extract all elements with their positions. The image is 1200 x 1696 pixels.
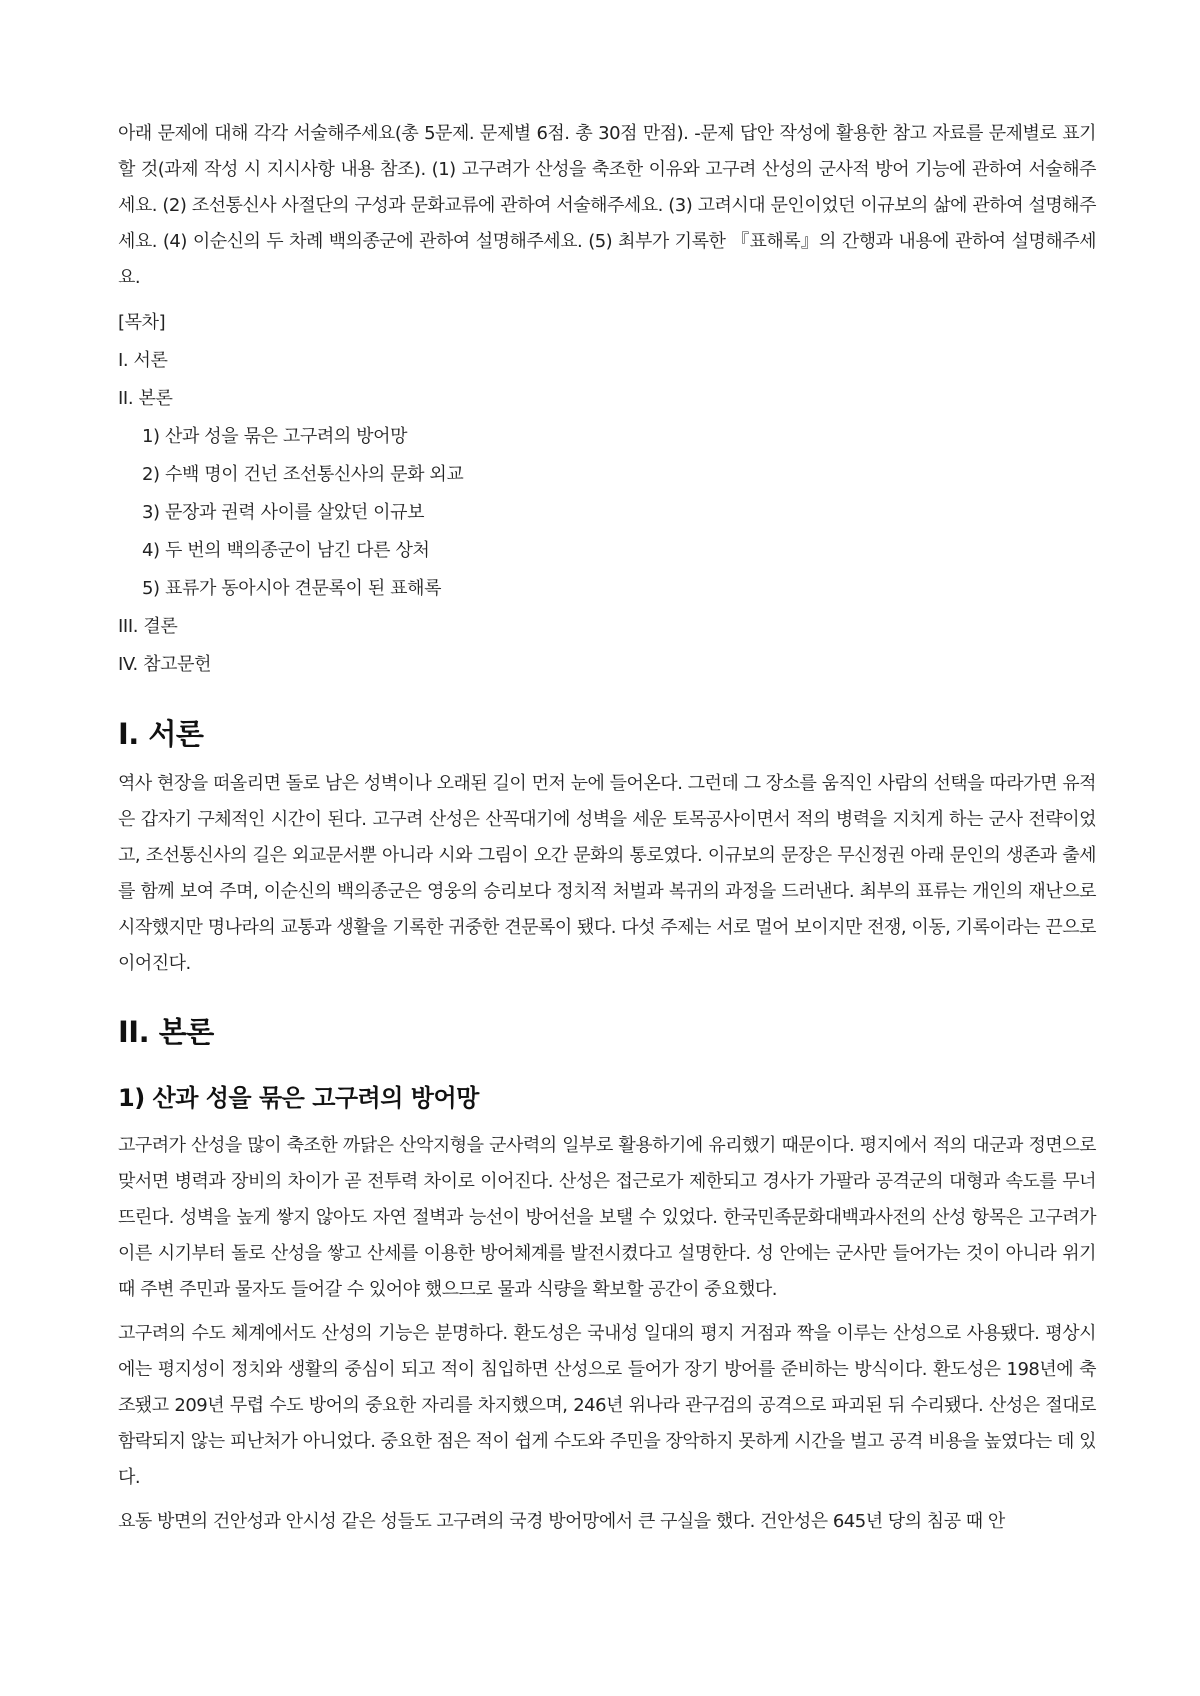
body-paragraph-2: 고구려의 수도 체계에서도 산성의 기능은 분명하다. 환도성은 국내성 일대의 평지 거점과 짝을 이루는 산성으로 사용됐다. 평상시에는 평지성이 정치와 생활의 중심이 되고 적이 침입하면 산성으로 들어가 장기 방어를 준비하는 방식이다. 환도성은 198년에 축조됐고 209년 무렵 수도 방어의 중요한 자리를 차지했으며, 246년 위나라 관구검의 공격으로 파괴된 뒤 수리됐다. 산성은 절대로 함락되지 않는 피난처가 아니었다. 중요한 점은 적이 쉽게 수도와 주민을 장악하지 못하게 시간을 벌고 공격 비용을 높였다는 데 있다. [118,1323,1096,1488]
toc-list [118,342,1096,418]
subsection-heading-goguryeo: 1) 산과 성을 묶은 고구려의 방어망 [118,1084,479,1112]
toc-item-conclusion: III. 결론 [118,616,178,637]
introduction-paragraph: 역사 현장을 떠올리면 돌로 남은 성벽이나 오래된 길이 먼저 눈에 들어온다. 그런데 그 장소를 움직인 사람의 선택을 따라가면 유적은 갑자기 구체적인 시간이 된다. 고구려 산성은 산꼭대기에 성벽을 세운 토목공사이면서 적의 병력을 지치게 하는 군사 전략이었고, 조선통신사의 길은 외교문서뿐 아니라 시와 그림이 오간 문화의 통로였다. 이규보의 문장은 무신정권 아래 문인의 생존과 출세를 함께 보여 주며, 이순신의 백의종군은 영웅의 승리보다 정치적 처벌과 복귀의 과정을 드러낸다. 최부의 표류는 개인의 재난으로 시작했지만 명나라의 교통과 생활을 기록한 귀중한 견문록이 됐다. 다섯 주제는 서로 멀어 보이지만 전쟁, 이동, 기록이라는 끈으로 이어진다. [118,773,1096,974]
toc-item-introduction: I. 서론 [118,350,168,371]
toc-subitem-pyohaerok: 5) 표류가 동아시아 견문록이 된 표해록 [142,578,442,599]
toc-subitem-yisunsin: 4) 두 번의 백의종군이 남긴 다른 상처 [142,540,430,561]
body-paragraph-3: 요동 방면의 건안성과 안시성 같은 성들도 고구려의 국경 방어망에서 큰 구실을 했다. 건안성은 645년 당의 침공 때 안 [118,1511,1005,1532]
toc-subitem-tongsinsa: 2) 수백 명이 건넌 조선통신사의 문화 외교 [142,464,464,485]
toc-list-tail [118,608,1096,684]
toc-item-body: II. 본론 [118,388,173,409]
toc-title: [목차] [118,312,166,333]
toc-sublist [118,418,1096,608]
body-paragraph-1: 고구려가 산성을 많이 축조한 까닭은 산악지형을 군사력의 일부로 활용하기에 유리했기 때문이다. 평지에서 적의 대군과 정면으로 맞서면 병력과 장비의 차이가 곧 전투력 차이로 이어진다. 산성은 접근로가 제한되고 경사가 가팔라 공격군의 대형과 속도를 무너뜨린다. 성벽을 높게 쌓지 않아도 자연 절벽과 능선이 방어선을 보탤 수 있었다. 한국민족문화대백과사전의 산성 항목은 고구려가 이른 시기부터 돌로 산성을 쌓고 산세를 이용한 방어체계를 발전시켰다고 설명한다. 성 안에는 군사만 들어가는 것이 아니라 위기 때 주변 주민과 물자도 들어갈 수 있어야 했으므로 물과 식량을 확보할 공간이 중요했다. [118,1135,1096,1300]
table-of-contents [118,304,1096,684]
assignment-instructions: 아래 문제에 대해 각각 서술해주세요(총 5문제. 문제별 6점. 총 30점 만점). -문제 답안 작성에 활용한 참고 자료를 문제별로 표기할 것(과제 작성 시 지시사항 내용 참조). (1) 고구려가 산성을 축조한 이유와 고구려 산성의 군사적 방어 기능에 관하여 서술해주세요. (2) 조선통신사 사절단의 구성과 문화교류에 관하여 서술해주세요. (3) 고려시대 문인이었던 이규보의 삶에 관하여 설명해주세요. (4) 이순신의 두 차례 백의종군에 관하여 설명해주세요. (5) 최부가 기록한 『표해록』의 간행과 내용에 관하여 설명해주세요. [118,123,1096,288]
section-heading-introduction: I. 서론 [118,717,204,751]
toc-subitem-yigyubo: 3) 문장과 권력 사이를 살았던 이규보 [142,502,425,523]
toc-subitem-goguryeo: 1) 산과 성을 묶은 고구려의 방어망 [142,426,408,447]
toc-item-references: IV. 참고문헌 [118,654,212,675]
section-heading-body: II. 본론 [118,1015,214,1049]
